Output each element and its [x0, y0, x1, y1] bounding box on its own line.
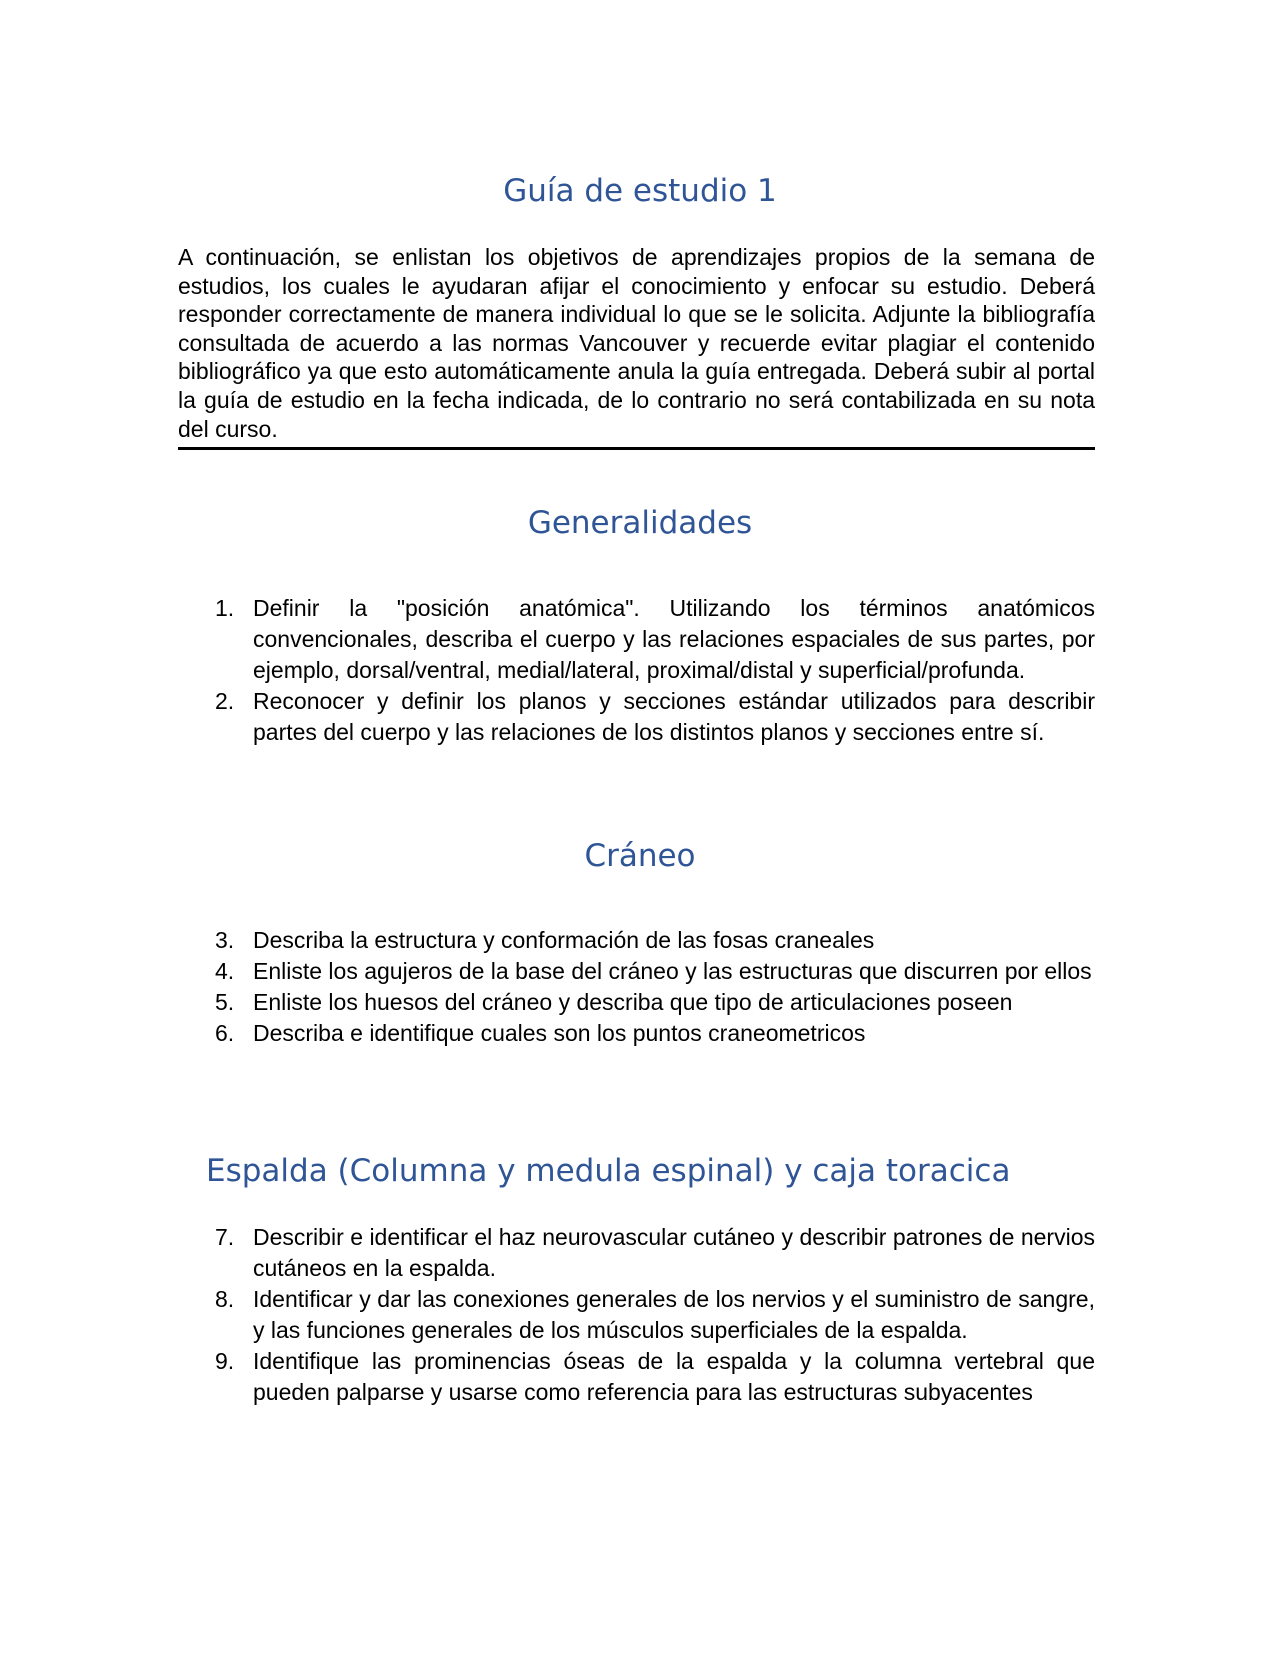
list-item-number: 1. — [215, 595, 235, 621]
list-item-number: 6. — [215, 1020, 235, 1046]
objectives-list-craneo — [0, 925, 1095, 1049]
list-item — [0, 956, 1095, 987]
list-item-number: 2. — [215, 688, 235, 714]
objectives-list-espalda — [0, 1222, 1095, 1408]
horizontal-divider — [178, 447, 1095, 450]
list-item-number: 7. — [215, 1224, 235, 1250]
list-item-text: Describa e identifique cuales son los puntos craneometricos — [253, 1020, 866, 1046]
list-item — [0, 925, 1095, 956]
section-heading-generalidades: Generalidades — [527, 505, 753, 541]
intro-paragraph: A continuación, se enlistan los objetivos de aprendizajes propios de la semana de estudios, los cuales le ayudaran afijar el conocimiento y enfocar su estudio. Deberá responder correctamente de manera individual lo que se le solicita. Adjunte la bibliografía consultada de acuerdo a las normas Vancouver y recuerde evitar plagiar el contenido bibliográfico ya que esto automáticamente anula la guía entregada. Deberá subir al portal la guía de estudio en la fecha indicada, de lo contrario no será contabilizada en su nota del curso. — [178, 244, 1095, 442]
list-item-text: Enliste los huesos del cráneo y describa que tipo de articulaciones poseen — [253, 989, 1013, 1015]
list-item-number: 3. — [215, 927, 235, 953]
list-item-number: 8. — [215, 1286, 235, 1312]
list-item-text: Definir la "posición anatómica". Utilizando los términos anatómicos convencionales, describa el cuerpo y las relaciones espaciales de sus partes, por ejemplo, dorsal/ventral, medial/lateral, proximal/distal y superficial/profunda. — [253, 595, 1095, 683]
section-heading-craneo: Cráneo — [584, 838, 696, 874]
list-item — [0, 1018, 1095, 1049]
document-title: Guía de estudio 1 — [503, 173, 777, 209]
list-item — [0, 1346, 1095, 1408]
section-heading-espalda: Espalda (Columna y medula espinal) y caja toracica — [206, 1153, 1011, 1189]
list-item — [0, 987, 1095, 1018]
list-item-number: 4. — [215, 958, 235, 984]
list-item-text: Reconocer y definir los planos y secciones estándar utilizados para describir partes del cuerpo y las relaciones de los distintos planos y secciones entre sí. — [253, 688, 1095, 745]
list-item-text: Describir e identificar el haz neurovascular cutáneo y describir patrones de nervios cutáneos en la espalda. — [253, 1224, 1095, 1281]
list-item — [0, 593, 1095, 686]
list-item-number: 5. — [215, 989, 235, 1015]
list-item — [0, 1284, 1095, 1346]
list-item-text: Describa la estructura y conformación de las fosas craneales — [253, 927, 875, 953]
list-item — [0, 1222, 1095, 1284]
list-item — [0, 686, 1095, 748]
list-item-number: 9. — [215, 1348, 235, 1374]
list-item-text: Enliste los agujeros de la base del cráneo y las estructuras que discurren por ellos — [253, 958, 1092, 984]
objectives-list-generalidades — [0, 593, 1095, 748]
list-item-text: Identifique las prominencias óseas de la espalda y la columna vertebral que pueden palparse y usarse como referencia para las estructuras subyacentes — [253, 1348, 1095, 1405]
list-item-text: Identificar y dar las conexiones generales de los nervios y el suministro de sangre, y las funciones generales de los músculos superficiales de la espalda. — [253, 1286, 1095, 1343]
